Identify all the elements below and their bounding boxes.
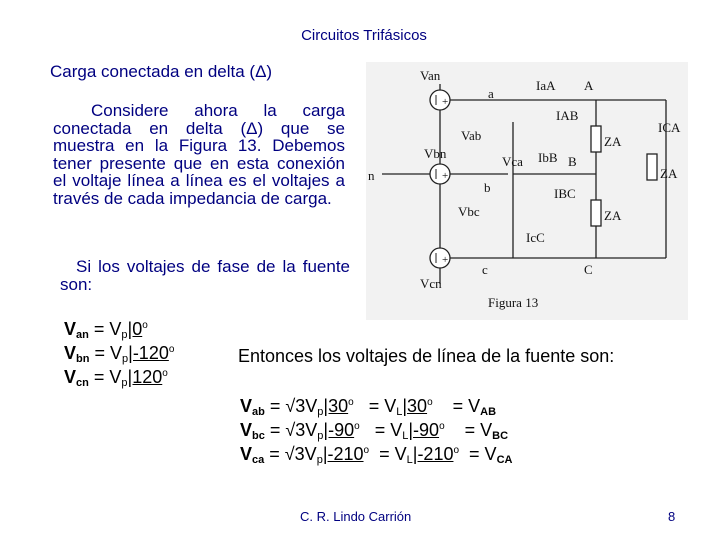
paragraph-delta-description: Considere ahora la carga conectada en delta (Δ) que se muestra en la Figura 13. Debemos tener presente que en esta conexión el voltaje línea a línea es el voltajes a través de cada impedancia de carga. xyxy=(53,101,345,208)
label-current-iCA: ICA xyxy=(658,120,681,135)
line-voltage-row: $V_{ca} = √3V_p|-210^o = V_L|-210^o = V_{CA}$ xyxy=(240,444,513,466)
phase-voltage-list xyxy=(64,319,174,391)
label-node-c: c xyxy=(482,262,488,277)
figure-caption: Figura 13 xyxy=(488,295,539,310)
label-van: Van xyxy=(420,68,441,83)
paragraph-phase-intro: Si los voltajes de fase de la fuente son: xyxy=(60,257,350,294)
impedance-ab xyxy=(591,126,601,152)
line-voltage-row: $V_{ab} = √3V_p|30^o$ = $V_L|30^o$ = $V_{AB}$ xyxy=(240,396,497,418)
label-current-iaA: IaA xyxy=(536,78,556,93)
footer-author: C. R. Lindo Carrión xyxy=(300,509,412,524)
label-vbn: Vbn xyxy=(424,146,447,161)
label-current-icC: IcC xyxy=(526,230,545,245)
line-voltage-list xyxy=(240,396,512,468)
source-a-sign: + xyxy=(442,96,449,108)
impedance-ca xyxy=(647,154,657,180)
label-vca: Vca xyxy=(502,154,523,169)
label-node-A: A xyxy=(584,78,594,93)
label-vcn: Vcn xyxy=(420,276,442,291)
source-c-sign: + xyxy=(442,254,449,266)
delta-circuit-diagram xyxy=(366,62,688,320)
phase-voltage-row: $V_{an} = V_p|0^o$ xyxy=(64,319,148,341)
label-node-a: a xyxy=(488,86,494,101)
label-vbc: Vbc xyxy=(458,204,480,219)
phase-voltage-row: $V_{bn} = V_p|-120^o$ xyxy=(64,343,175,365)
circuit-figure xyxy=(366,62,688,320)
label-node-C: C xyxy=(584,262,593,277)
label-current-iAB: IAB xyxy=(556,108,579,123)
line-voltage-row: $V_{bc} = √3V_p|-90^o$ = $V_L|-90^o$ = $V_{BC}$ xyxy=(240,420,509,442)
source-b-sign: + xyxy=(442,170,449,182)
impedance-bc xyxy=(591,200,601,226)
page-number: 8 xyxy=(668,509,676,524)
label-current-ibB: IbB xyxy=(538,150,558,165)
label-node-b: b xyxy=(484,180,491,195)
label-impedance-2: ZA xyxy=(604,208,622,223)
line-voltages-lead: Entonces los voltajes de línea de la fuente son: xyxy=(238,346,615,366)
section-heading: Carga conectada en delta (Δ) xyxy=(50,62,273,81)
label-impedance-3: ZA xyxy=(660,166,678,181)
slide-title: Circuitos Trifásicos xyxy=(301,27,427,44)
phase-voltage-row: $V_{cn} = V_p|120^o$ xyxy=(64,367,168,389)
label-node-n: n xyxy=(368,168,375,183)
label-node-B: B xyxy=(568,154,577,169)
label-impedance-1: ZA xyxy=(604,134,622,149)
label-vab: Vab xyxy=(461,128,482,143)
label-current-iBC: IBC xyxy=(554,186,576,201)
